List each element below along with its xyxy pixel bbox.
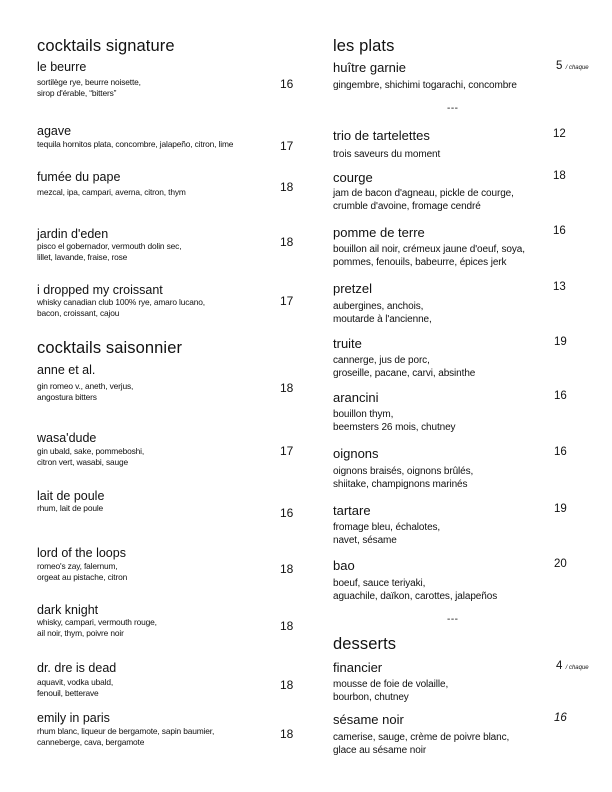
desc-line: gin ubald, sake, pommeboshi,: [37, 446, 145, 456]
menu-item-name: i dropped my croissant: [37, 283, 163, 297]
menu-item-desc: [37, 381, 133, 402]
menu-item-desc: [333, 731, 509, 757]
section-title: les plats: [333, 37, 395, 55]
menu-item-name: tartare: [333, 503, 371, 518]
menu-item-name: lait de poule: [37, 489, 105, 503]
menu-item-price: 18: [553, 170, 566, 182]
menu-item-name: pretzel: [333, 281, 373, 296]
menu-item-desc: [333, 521, 440, 547]
desc-line: bouillon thym,: [333, 409, 394, 420]
section-title: cocktails signature: [37, 37, 175, 55]
menu-item-desc: gingembre, shichimi togarachi, concombre: [333, 80, 517, 91]
menu-item-desc: [37, 677, 113, 698]
menu-item-price: 17: [280, 444, 294, 458]
desc-line: fromage bleu, échalotes,: [333, 522, 441, 533]
section-title: desserts: [333, 635, 397, 653]
menu-item-desc: trois saveurs du moment: [333, 149, 441, 160]
desc-line: canneberge, cava, bergamote: [37, 736, 145, 747]
desc-line: aquavit, vodka ubald,: [37, 677, 114, 687]
separator: ---: [447, 103, 459, 114]
menu-item-price: [556, 660, 589, 672]
price-value: 5: [556, 60, 563, 72]
menu-item-desc: [333, 354, 475, 380]
menu-item-price: 19: [554, 336, 567, 348]
menu-item-name: agave: [37, 124, 72, 138]
menu-item-price: 17: [280, 294, 294, 308]
desc-line: citron vert, wasabi, sauge: [37, 456, 129, 467]
section-title: cocktails saisonnier: [37, 339, 183, 357]
desc-line: oignons braisés, oignons brûlés,: [333, 466, 474, 477]
menu-item-desc: rhum, lait de poule: [37, 503, 104, 513]
menu-item-name: truite: [333, 336, 362, 351]
menu-item-name: sésame noir: [333, 712, 404, 727]
price-unit: / chaque: [565, 65, 589, 71]
menu-item-desc: [333, 577, 497, 603]
menu-item-price: 18: [280, 619, 294, 633]
menu-item-name: jardin d'eden: [37, 227, 109, 241]
menu-item-price: 16: [554, 446, 567, 458]
desc-line: romeo's zay, falernum,: [37, 561, 118, 571]
menu-item-name: financier: [333, 660, 383, 675]
menu-item-name: oignons: [333, 446, 379, 461]
desc-line: angostura bitters: [37, 391, 97, 402]
menu-item-desc: tequila hornitos plata, concombre, jalapeño, citron, lime: [37, 139, 234, 149]
desc-line: cannerge, jus de porc,: [333, 355, 430, 366]
price-unit: / chaque: [565, 665, 589, 671]
desc-line: groseille, pacane, carvi, absinthe: [333, 368, 476, 379]
desc-line: pommes, fenouils, babeurre, épices jerk: [333, 257, 507, 268]
menu-item-name: wasa'dude: [37, 431, 97, 445]
menu-item-price: 18: [280, 235, 294, 249]
menu-item-price: 16: [553, 225, 566, 237]
menu-item-desc: [333, 408, 455, 434]
desc-line: jam de bacon d'agneau, pickle de courge,: [333, 188, 514, 199]
desc-line: crumble d'avoine, fromage cendré: [333, 201, 481, 212]
menu-item-price: 18: [280, 381, 294, 395]
menu-item-name: huître garnie: [333, 60, 406, 75]
menu-item-desc: [333, 187, 514, 213]
menu-item-name: bao: [333, 558, 355, 573]
menu-item-price: 13: [553, 281, 566, 293]
desc-line: glace au sésame noir: [333, 745, 427, 756]
menu-item-price: 16: [280, 77, 294, 91]
menu-item-price: 12: [553, 128, 566, 140]
desc-line: whisky, campari, vermouth rouge,: [37, 617, 157, 627]
menu-item-name: fumée du pape: [37, 170, 121, 184]
menu-item-name: trio de tartelettes: [333, 128, 430, 143]
desc-line: sortilège rye, beurre noisette,: [37, 77, 141, 87]
desc-line: rhum blanc, liqueur de bergamote, sapin baumier,: [37, 726, 215, 736]
menu-item-name: pomme de terre: [333, 225, 425, 240]
desc-line: boeuf, sauce teriyaki,: [333, 578, 426, 589]
desc-line: camerise, sauge, crème de poivre blanc,: [333, 732, 510, 743]
menu-item-desc: [37, 726, 214, 747]
menu-item-price: 18: [280, 678, 294, 692]
menu-item-price: 17: [280, 139, 294, 153]
desc-line: orgeat au pistache, citron: [37, 571, 128, 582]
desc-line: aguachile, daïkon, carottes, jalapeños: [333, 591, 498, 602]
desc-line: bourbon, chutney: [333, 692, 409, 703]
separator: ---: [447, 614, 459, 625]
menu-item-price: 16: [554, 712, 567, 724]
menu-item-price: 20: [554, 558, 567, 570]
desc-line: lillet, lavande, fraise, rose: [37, 251, 128, 262]
menu-item-name: dark knight: [37, 603, 99, 617]
menu-item-desc: mezcal, ipa, campari, averna, citron, thym: [37, 187, 186, 197]
desc-line: sirop d'érable, “bitters”: [37, 87, 117, 98]
desc-line: ail noir, thym, poivre noir: [37, 627, 124, 638]
menu-item-price: 18: [280, 562, 294, 576]
menu-item-price: 16: [554, 390, 567, 402]
desc-line: beemsters 26 mois, chutney: [333, 422, 456, 433]
menu-item-desc: [333, 300, 432, 326]
menu-item-name: emily in paris: [37, 711, 110, 725]
menu-item-desc: [333, 243, 525, 269]
menu-item-name: anne et al.: [37, 363, 96, 377]
desc-line: pisco el gobernador, vermouth dolin sec,: [37, 241, 182, 251]
menu-item-name: le beurre: [37, 60, 87, 74]
menu-item-name: courge: [333, 170, 373, 185]
menu-item-price: 19: [554, 503, 567, 515]
desc-line: shiitake, champignons marinés: [333, 479, 468, 490]
desc-line: moutarde à l'ancienne,: [333, 314, 432, 325]
menu-item-desc: [333, 678, 448, 704]
menu-item-name: dr. dre is dead: [37, 661, 117, 675]
menu-item-price: 16: [280, 506, 294, 520]
menu-item-price: [556, 60, 589, 72]
desc-line: mousse de foie de volaille,: [333, 679, 449, 690]
menu-item-price: 18: [280, 180, 294, 194]
menu-item-desc: [37, 241, 181, 262]
menu-item-price: 18: [280, 727, 294, 741]
desc-line: gin romeo v., aneth, verjus,: [37, 381, 134, 391]
desc-line: aubergines, anchois,: [333, 301, 424, 312]
menu-item-name: arancini: [333, 390, 379, 405]
desc-line: bacon, croissant, cajou: [37, 307, 120, 318]
desc-line: navet, sésame: [333, 535, 397, 546]
desc-line: fenouil, betterave: [37, 687, 99, 698]
price-value: 4: [556, 660, 563, 672]
desc-line: whisky canadian club 100% rye, amaro lucano,: [37, 297, 205, 307]
menu-item-desc: [37, 77, 141, 98]
menu-item-desc: [37, 617, 157, 638]
menu-item-desc: [333, 465, 473, 491]
menu-item-name: lord of the loops: [37, 546, 126, 560]
menu-item-desc: [37, 446, 144, 467]
desc-line: bouillon ail noir, crémeux jaune d'oeuf, soya,: [333, 244, 525, 255]
menu-item-desc: [37, 297, 205, 318]
menu-item-desc: [37, 561, 127, 582]
